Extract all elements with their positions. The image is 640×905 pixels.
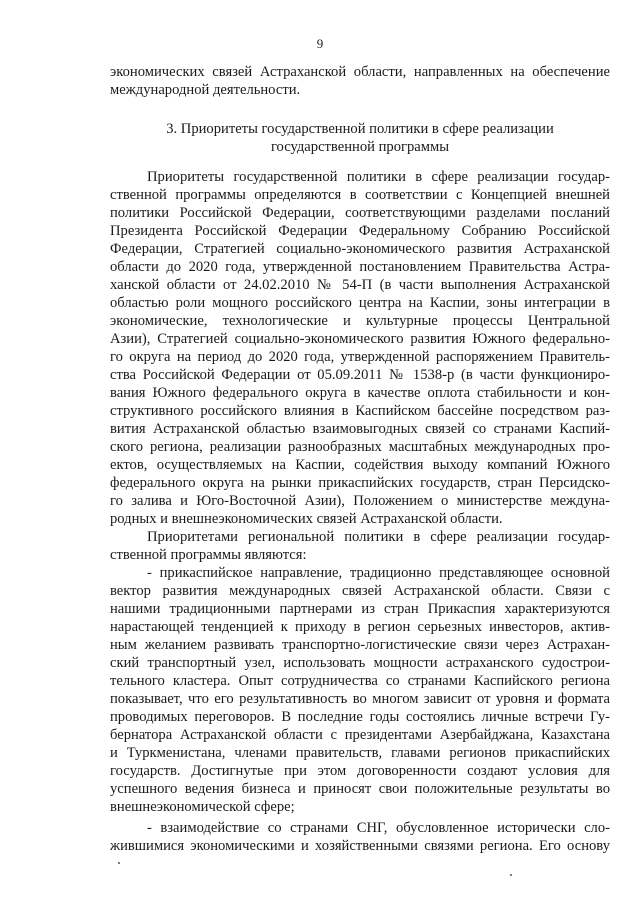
paragraph-line: ственной программы определяются в соответствии с Концепцией внешней xyxy=(110,187,610,203)
paragraph-line: Приоритеты государственной политики в сфере реализации государ- xyxy=(147,169,610,185)
list-item-line: показывает, что его результативность во многом зависит от уровня и формата xyxy=(110,691,610,707)
list-item-line: проводимых переговоров. В последние годы состоялись личные встречи Гу- xyxy=(110,709,610,725)
paragraph-line: го округа на период до 2020 года, утвержденной распоряжением Правитель- xyxy=(110,349,610,365)
section-heading: государственной программы xyxy=(270,139,450,155)
list-item-line: государств. Достигнутые при этом договоренности создают условия для xyxy=(110,763,610,779)
list-item-line: вектор развития международных связей Астраханской области. Связи с xyxy=(110,583,610,599)
paragraph-line: ственной программы являются: xyxy=(110,547,307,563)
scan-speck xyxy=(118,862,120,864)
list-item-line: успешного ведения бизнеса и приносят свои положительные результаты во xyxy=(110,781,610,797)
list-item-line: нашими традиционными партнерами из стран Прикаспия характеризуются xyxy=(110,601,610,617)
list-item-line: - прикаспийское направление, традиционно представляющее основной xyxy=(147,565,610,581)
paragraph-line: Азии), Стратегией социально-экономического развития Южного федерально- xyxy=(110,331,610,347)
paragraph-line: родных и внешнеэкономических связей Астраханской области. xyxy=(110,511,503,527)
list-item-line: бернатора Астраханской области с президентами Азербайджана, Казахстана xyxy=(110,727,610,743)
list-item-line: ский транспортный узел, использовать мощности астраханского судострои- xyxy=(110,655,610,671)
list-item-line: и Туркменистана, членами правительств, главами регионов прикаспийских xyxy=(110,745,610,761)
list-item-line: жившимися экономическими и хозяйственными связями региона. Его основу xyxy=(110,838,610,854)
paragraph-line: Федерации, Стратегией социально-экономического развития Астраханской xyxy=(110,241,610,257)
list-item-line: - взаимодействие со странами СНГ, обусловленное исторически сло- xyxy=(147,820,610,836)
paragraph-line: экономические, технологические и культурные процессы Центральной xyxy=(110,313,610,329)
paragraph-line: структивного российского влияния в Каспийском бассейне посредством раз- xyxy=(110,403,610,419)
list-item-line: ным желанием развивать транспортно-логистические связи через Астрахан- xyxy=(110,637,610,653)
scan-speck xyxy=(510,874,512,876)
paragraph-line: Президента Российской Федерации Федеральному Собранию Российской xyxy=(110,223,610,239)
paragraph-line: вания Южного федерального округа в качестве оплота стабильности и кон- xyxy=(110,385,610,401)
list-item-line: тельного кластера. Опыт сотрудничества со странами Каспийского региона xyxy=(110,673,610,689)
section-heading: 3. Приоритеты государственной политики в сфере реализации xyxy=(166,121,554,137)
page-number: 9 xyxy=(316,36,324,51)
paragraph-line: ского региона, реализации разнообразных масштабных международных про- xyxy=(110,439,610,455)
paragraph-line: ханской области от 24.02.2010 № 54-П (в части выполнения Астраханской xyxy=(110,277,610,293)
paragraph-line: федерального округа на рынки прикаспийских государств, стран Персидско- xyxy=(110,475,610,491)
list-item-line: нарастающей тенденцией к приходу в регион серьезных инвесторов, актив- xyxy=(110,619,610,635)
intro-line: экономических связей Астраханской области, направленных на обеспечение xyxy=(110,64,610,80)
paragraph-line: политики Российской Федерации, соответствующими разделами посланий xyxy=(110,205,610,221)
paragraph-line: ства Российской Федерации от 05.09.2011 № 1538-р (в части функциониро- xyxy=(110,367,610,383)
paragraph-line: области до 2020 года, утвержденной постановлением Правительства Астра- xyxy=(110,259,610,275)
list-item-line: внешнеэкономической сфере; xyxy=(110,799,295,815)
paragraph-line: го залива и Юго-Восточной Азии), Положением о министерстве междуна- xyxy=(110,493,610,509)
paragraph-line: ектов, осуществляемых на Каспии, содействия выходу компаний Южного xyxy=(110,457,610,473)
paragraph-line: вития Астраханской областью взаимовыгодных связей со странами Каспий- xyxy=(110,421,610,437)
paragraph-line: областью роли мощного российского центра на Каспии, зоны интеграции в xyxy=(110,295,610,311)
paragraph-line: Приоритетами региональной политики в сфере реализации государ- xyxy=(147,529,610,545)
intro-line: международной деятельности. xyxy=(110,82,301,98)
